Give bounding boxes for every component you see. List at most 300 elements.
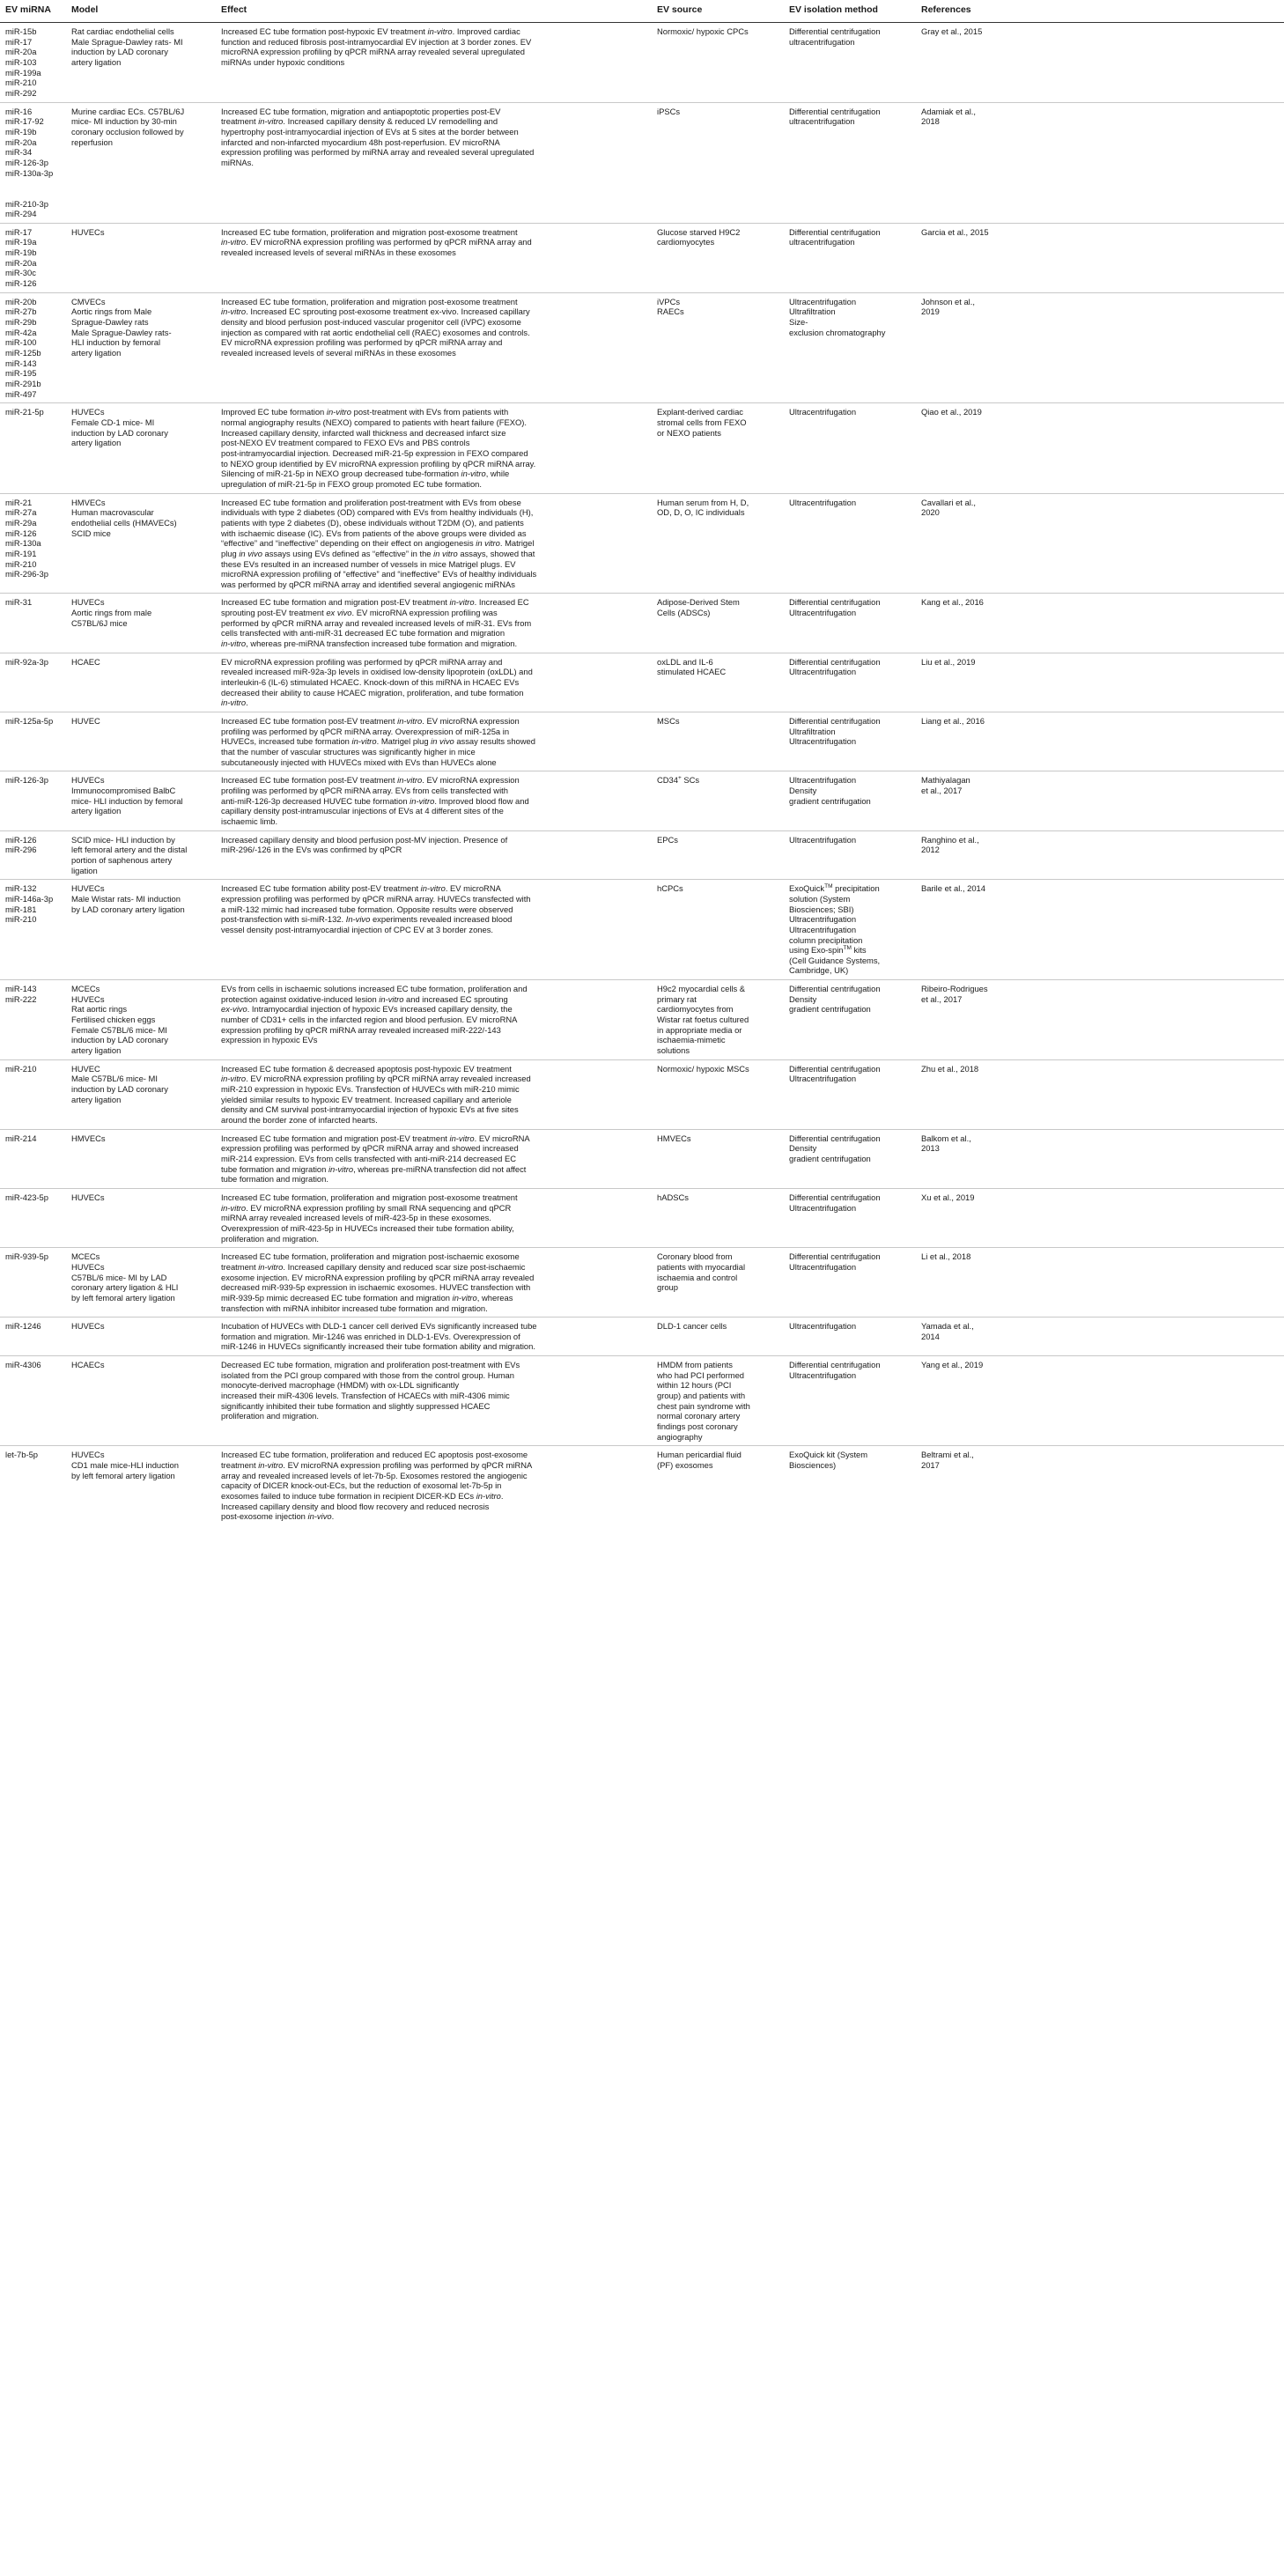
cell-isolation-method-line: Ultracentrifugation [789, 296, 857, 306]
cell-isolation-method-line: Differential centrifugation [789, 656, 881, 667]
cell-isolation-method-line: Size- [789, 317, 808, 328]
cell-isolation-method [784, 223, 916, 292]
cell-ev-source-line: CD34+ SCs [657, 775, 700, 786]
cell-ev-source-line: cardiomyocytes from [657, 1004, 734, 1015]
cell-model-line: HMVECs [71, 1133, 106, 1143]
italic-term: In-vivo [345, 914, 371, 925]
cell-reference [916, 712, 1284, 771]
cell-ev-source-line: Cells (ADSCs) [657, 608, 711, 618]
effect-line: Increased EC tube formation post-hypoxic EV treatment in-vitro. Improved cardiac [221, 26, 520, 37]
cell-ev-source [652, 223, 784, 292]
cell-reference-line: Johnson et al., [921, 296, 975, 306]
cell-ev-source-line: ischaemia and control [657, 1272, 738, 1282]
cell-isolation-method-line: Ultrafiltration [789, 726, 836, 736]
cell-isolation-method [784, 712, 916, 771]
cell-ev-mirna-line: miR-210 [5, 1063, 37, 1074]
table-row [0, 1129, 1284, 1188]
effect-line: performed by qPCR miRNA array and revealed increased levels of miR-31. EVs from [221, 617, 532, 628]
cell-model [66, 1129, 216, 1188]
cell-ev-mirna-line: miR-143 [5, 984, 37, 994]
cell-ev-mirna-line: miR-497 [5, 388, 37, 399]
italic-term: in-vitro [351, 736, 377, 747]
effect-line: with ischaemic disease (IC). EVs from patients of the above groups were divided as [221, 528, 527, 538]
cell-reference [916, 493, 1284, 594]
cell-ev-source [652, 1188, 784, 1247]
cell-model-line: induction by LAD coronary [71, 427, 168, 438]
cell-isolation-method [784, 493, 916, 594]
table-row [0, 493, 1284, 594]
effect-line: cells transfected with anti-miR-31 decreased EC tube formation and migration [221, 628, 505, 638]
italic-term: in-vitro [452, 1292, 477, 1303]
cell-ev-mirna-line: miR-27a [5, 507, 37, 518]
cell-ev-mirna-line [5, 188, 61, 199]
effect-line: subcutaneously injected with HUVECs mixed with EVs than HUVECs alone [221, 757, 497, 767]
italic-term: in-vitro [326, 407, 351, 417]
cell-ev-source-line: cardiomyocytes [657, 237, 715, 247]
effect-line: EVs from cells in ischaemic solutions increased EC tube formation, proliferation and [221, 984, 528, 994]
cell-isolation-method [784, 830, 916, 880]
effect-line: microRNA expression profiling by qPCR miRNA array revealed several upregulated [221, 47, 525, 57]
italic-term: in-vitro [221, 237, 247, 247]
cell-reference-line: et al., 2017 [921, 785, 963, 795]
cell-ev-mirna [0, 1188, 66, 1247]
cell-model-line: by left femoral artery ligation [71, 1292, 175, 1303]
cell-isolation-method-line: Differential centrifugation [789, 26, 881, 37]
italic-term: in-vitro [221, 1202, 247, 1213]
effect-line: around the border zone of infarcted hearts. [221, 1115, 378, 1126]
cell-model [66, 594, 216, 653]
cell-ev-source-line: H9c2 myocardial cells & [657, 984, 746, 994]
italic-term: in vivo [431, 736, 454, 747]
effect-line: monocyte-derived macrophage (HMDM) with ox-LDL significantly [221, 1380, 460, 1391]
cell-ev-source-line: stromal cells from FEXO [657, 417, 747, 427]
cell-reference [916, 403, 1284, 493]
cell-ev-source-line: DLD-1 cancer cells [657, 1321, 727, 1332]
cell-reference-line: Zhu et al., 2018 [921, 1063, 979, 1074]
cell-effect [216, 223, 652, 292]
effect-line: ex-vivo. Intramyocardial injection of hypoxic EVs increased capillary density, the [221, 1004, 513, 1015]
effect-line: EV microRNA expression profiling was performed by qPCR miRNA array and [221, 337, 503, 348]
cell-model-line: artery ligation [71, 56, 122, 67]
header-row [0, 0, 1284, 23]
cell-ev-source [652, 712, 784, 771]
superscript-plus: + [677, 775, 682, 782]
cell-model [66, 980, 216, 1060]
cell-ev-source-line: findings post coronary [657, 1421, 738, 1432]
cell-ev-mirna-line: miR-31 [5, 597, 33, 608]
cell-ev-mirna-line: miR-423-5p [5, 1192, 48, 1202]
effect-line: Decreased EC tube formation, migration and proliferation post-treatment with EVs [221, 1360, 520, 1370]
effect-line: miR-296/-126 in the EVs was confirmed by qPCR [221, 845, 402, 855]
cell-model-line: Male Sprague-Dawley rats- [71, 327, 172, 337]
effect-line: exosomes failed to induce tube formation in recipient DICER-KD ECs in-vitro. [221, 1491, 504, 1502]
cell-ev-mirna-line: miR-42a [5, 327, 37, 337]
cell-ev-source-line: OD, D, O, IC individuals [657, 507, 745, 518]
cell-ev-source-line: Wistar rat foetus cultured [657, 1015, 749, 1025]
cell-model-line: endothelial cells (HMAVECs) [71, 517, 177, 528]
cell-reference-line: Ribeiro-Rodrigues [921, 984, 988, 994]
cell-reference-line: Balkom et al., [921, 1133, 971, 1143]
effect-line: decreased miR-939-5p expression in ischaemic exosomes. HUVEC transfection with [221, 1282, 531, 1293]
italic-term: in-vitro [221, 1074, 247, 1084]
cell-ev-source [652, 1129, 784, 1188]
cell-model-line: artery ligation [71, 348, 122, 358]
cell-ev-mirna-line: miR-29a [5, 517, 37, 528]
cell-ev-mirna-line: miR-19b [5, 247, 37, 258]
cell-ev-mirna [0, 223, 66, 292]
cell-isolation-method-line: Density [789, 785, 817, 795]
cell-reference-line: Gray et al., 2015 [921, 26, 983, 37]
effect-line: was performed by qPCR miRNA array and identified several angiogenic miRNAs [221, 579, 515, 589]
effect-line: transfection with miRNA inhibitor increased tube formation and migration. [221, 1303, 488, 1313]
italic-term: in-vitro [476, 1491, 501, 1502]
cell-model [66, 493, 216, 594]
cell-ev-source-line: ischaemia-mimetic [657, 1035, 726, 1045]
cell-ev-mirna [0, 1129, 66, 1188]
cell-reference [916, 1248, 1284, 1318]
cell-ev-mirna-line: miR-20b [5, 296, 37, 306]
cell-model-line: mice- MI induction by 30-min [71, 116, 177, 127]
cell-ev-mirna-line: miR-191 [5, 548, 37, 558]
cell-model-line: Male C57BL/6 mice- MI [71, 1074, 158, 1084]
cell-ev-source [652, 102, 784, 223]
cell-isolation-method [784, 1188, 916, 1247]
cell-model-line: Female C57BL/6 mice- MI [71, 1024, 167, 1035]
cell-model-line: C57BL/6 mice- MI by LAD [71, 1272, 167, 1282]
cell-model [66, 771, 216, 830]
cell-isolation-method-line: Differential centrifugation [789, 597, 881, 608]
cell-model-line: SCID mice- HLI induction by [71, 834, 175, 845]
cell-ev-mirna-line: miR-21 [5, 497, 33, 507]
effect-line: capacity of DICER knock-out-ECs, but the reduction of exosomal let-7b-5p in [221, 1480, 502, 1491]
col-header-ev-source: EV source [652, 0, 784, 23]
cell-ev-mirna-line: miR-92a-3p [5, 656, 48, 667]
cell-ev-source-line: Human pericardial fluid [657, 1450, 742, 1460]
effect-line: Silencing of miR-21-5p in NEXO group decreased tube-formation in-vitro, while [221, 469, 510, 479]
cell-reference-line: Cavallari et al., [921, 497, 977, 507]
cell-model [66, 880, 216, 980]
effect-line: density and CM survival post-intramyocardial injection of hypoxic EVs at five sites [221, 1104, 519, 1115]
cell-model-line: Human macrovascular [71, 507, 154, 518]
cell-ev-source [652, 771, 784, 830]
table-row [0, 292, 1284, 403]
cell-model-line: artery ligation [71, 1094, 122, 1104]
effect-line: ischaemic limb. [221, 816, 278, 826]
cell-ev-mirna [0, 771, 66, 830]
cell-effect [216, 771, 652, 830]
cell-ev-mirna-line: miR-27b [5, 306, 37, 317]
cell-effect [216, 1129, 652, 1188]
cell-ev-source-line: EPCs [657, 834, 678, 845]
table-row [0, 980, 1284, 1060]
cell-isolation-method [784, 653, 916, 712]
cell-model-line: HUVECs [71, 226, 105, 237]
effect-line: expression profiling was performed by miRNA array and revealed several upregulated [221, 147, 535, 158]
cell-reference [916, 223, 1284, 292]
cell-ev-mirna-line: miR-294 [5, 209, 37, 219]
cell-model-line: HUVECs [71, 597, 105, 608]
cell-model-line: HUVECs [71, 775, 105, 786]
cell-model-line: Rat aortic rings [71, 1004, 128, 1015]
effect-line: in-vitro. EV microRNA expression profiling was performed by qPCR miRNA array and [221, 237, 532, 247]
effect-line: infarcted and non-infarcted myocardium 48h post-reperfusion. EV microRNA [221, 137, 500, 147]
cell-isolation-method-line: ultracentrifugation [789, 36, 855, 47]
cell-effect [216, 403, 652, 493]
cell-model-line: CMVECs [71, 296, 106, 306]
cell-effect [216, 1059, 652, 1129]
cell-ev-source-line: iVPCs [657, 296, 681, 306]
effect-line: array and revealed increased levels of let-7b-5p. Exosomes restored the angiogenic [221, 1470, 528, 1480]
cell-model-line: SCID mice [71, 528, 111, 538]
cell-ev-mirna [0, 493, 66, 594]
cell-ev-mirna [0, 653, 66, 712]
cell-model-line: MCECs [71, 1251, 100, 1262]
cell-effect [216, 102, 652, 223]
effect-line: profiling was performed by qPCR miRNA array. Overexpression of miR-125a in [221, 726, 510, 736]
col-header-references: References [916, 0, 1284, 23]
cell-ev-mirna-line: miR-17 [5, 226, 33, 237]
cell-model [66, 1188, 216, 1247]
cell-model-line: induction by LAD coronary [71, 47, 168, 57]
cell-ev-source-line: group [657, 1282, 678, 1293]
cell-ev-source-line: angiography [657, 1431, 703, 1442]
cell-ev-mirna-line: miR-126 [5, 278, 37, 289]
cell-model-line: HUVECs [71, 407, 105, 417]
cell-reference [916, 1318, 1284, 1356]
cell-ev-mirna-line: miR-132 [5, 883, 37, 894]
cell-ev-mirna [0, 1446, 66, 1525]
effect-line: protection against oxidative-induced lesion in-vitro and increased EC sprouting [221, 993, 508, 1004]
cell-isolation-method-line: Differential centrifugation [789, 1192, 881, 1202]
italic-term: in-vitro [258, 1261, 284, 1272]
cell-reference [916, 1129, 1284, 1188]
cell-ev-mirna-line: let-7b-5p [5, 1450, 39, 1460]
cell-reference [916, 980, 1284, 1060]
cell-reference-line: 2018 [921, 116, 940, 127]
cell-reference-line: et al., 2017 [921, 993, 963, 1004]
effect-line: hypertrophy post-intramyocardial injection of EVs at 5 sites at the border between [221, 126, 519, 137]
cell-model-line: artery ligation [71, 438, 122, 448]
cell-model [66, 23, 216, 103]
italic-term: in-vitro [258, 1460, 284, 1471]
italic-term: in-vitro [420, 883, 446, 894]
effect-line: profiling was performed by qPCR miRNA array. EVs from cells transfected with [221, 785, 508, 795]
cell-isolation-method [784, 1356, 916, 1446]
effect-line: anti-miR-126-3p decreased HUVEC tube formation in-vitro. Improved blood flow and [221, 795, 529, 806]
table-row [0, 403, 1284, 493]
cell-model [66, 712, 216, 771]
effect-line: miR-214 expression. EVs from cells transfected with anti-miR-214 decreased EC [221, 1153, 517, 1163]
italic-term: in-vitro [221, 306, 247, 317]
cell-isolation-method-line: Ultracentrifugation [789, 1202, 857, 1213]
cell-model-line: HCAEC [71, 656, 100, 667]
cell-ev-source-line: Coronary blood from [657, 1251, 733, 1262]
cell-model-line: Aortic rings from male [71, 608, 152, 618]
cell-effect [216, 980, 652, 1060]
cell-ev-mirna [0, 712, 66, 771]
cell-ev-mirna-line: miR-130a-3p [5, 167, 54, 178]
cell-ev-source-line: or NEXO patients [657, 427, 721, 438]
effect-line: interleukin-6 (IL-6) stimulated HCAEC. Knock-down of this miRNA in HCAEC EVs [221, 677, 520, 688]
cell-isolation-method-line: solution (System [789, 893, 851, 904]
cell-model-line: HMVECs [71, 497, 106, 507]
cell-reference-line: Adamiak et al., [921, 106, 977, 116]
cell-ev-mirna-line: miR-210-3p [5, 198, 48, 209]
cell-isolation-method-line: Ultracentrifugation [789, 608, 857, 618]
cell-ev-source-line: who had PCI performed [657, 1369, 745, 1380]
cell-reference-line: Li et al., 2018 [921, 1251, 971, 1262]
cell-ev-mirna-line: miR-210 [5, 558, 37, 569]
cell-isolation-method [784, 1129, 916, 1188]
cell-isolation-method-line: Differential centrifugation [789, 984, 881, 994]
table-row [0, 1248, 1284, 1318]
cell-effect [216, 493, 652, 594]
cell-isolation-method-line: ExoQuick™ precipitation [789, 883, 880, 894]
cell-ev-mirna [0, 880, 66, 980]
cell-model-line: Aortic rings from Male [71, 306, 152, 317]
cell-reference [916, 1356, 1284, 1446]
cell-isolation-method [784, 980, 916, 1060]
cell-ev-mirna [0, 23, 66, 103]
cell-model-line: portion of saphenous artery [71, 854, 173, 865]
cell-isolation-method [784, 1318, 916, 1356]
cell-effect [216, 880, 652, 980]
effect-line: density and blood perfusion post-induced vascular progenitor cell (iVPC) exosome [221, 317, 521, 328]
cell-ev-source-line: oxLDL and IL-6 [657, 656, 713, 667]
table-row [0, 1188, 1284, 1247]
cell-model-line: Male Sprague-Dawley rats- MI [71, 36, 183, 47]
cell-model-line: coronary artery ligation & HLI [71, 1282, 179, 1293]
effect-line: Overexpression of miR-423-5p in HUVECs increased their tube formation ability, [221, 1222, 514, 1233]
cell-isolation-method-line: Differential centrifugation [789, 1133, 881, 1143]
cell-ev-mirna [0, 1059, 66, 1129]
cell-reference [916, 830, 1284, 880]
effect-line: expression profiling was performed by qPCR miRNA array and showed increased [221, 1143, 519, 1154]
cell-effect [216, 1248, 652, 1318]
effect-line: post-exosome injection in-vivo. [221, 1511, 335, 1522]
cell-ev-mirna [0, 403, 66, 493]
col-header-model: Model [66, 0, 216, 23]
cell-reference [916, 102, 1284, 223]
effect-line: significantly inhibited their tube formation and slightly suppressed HCAEC [221, 1400, 491, 1411]
cell-reference-line: Mathiyalagan [921, 775, 970, 786]
cell-ev-mirna-line: miR-143 [5, 358, 37, 368]
cell-ev-mirna-line: miR-20a [5, 137, 37, 147]
effect-line: “effective” and “ineffective” depending on their effect on angiogenesis in vitro. Matrigel [221, 538, 535, 549]
cell-reference [916, 23, 1284, 103]
cell-model-line: Sprague-Dawley rats [71, 317, 149, 328]
italic-term: in-vitro [221, 698, 247, 708]
cell-isolation-method-line: Cambridge, UK) [789, 965, 849, 976]
cell-ev-mirna-line: miR-296-3p [5, 569, 48, 579]
italic-term: in-vitro [221, 638, 247, 649]
cell-effect [216, 1188, 652, 1247]
effect-line: isolated from the PCI group compared with those from the control group. Human [221, 1369, 514, 1380]
cell-model [66, 1446, 216, 1525]
table-row [0, 102, 1284, 223]
effect-line: function and reduced fibrosis post-intramyocardial EV injection at 3 border zones. EV [221, 36, 532, 47]
effect-line: Increased EC tube formation and migration post-EV treatment in-vitro. EV microRNA [221, 1133, 530, 1143]
italic-term: in vitro [433, 548, 458, 558]
cell-ev-source-line: (PF) exosomes [657, 1460, 713, 1471]
effect-line: microRNA expression profiling of “effective” and “ineffective” EVs of healthy individuals [221, 569, 537, 579]
cell-isolation-method [784, 771, 916, 830]
cell-ev-source-line: in appropriate media or [657, 1024, 742, 1035]
effect-line: decreased their ability to cause HCAEC migration, proliferation, and tube formation [221, 687, 524, 698]
table-body [0, 23, 1284, 1525]
cell-reference-line: Ranghino et al., [921, 834, 979, 845]
cell-isolation-method-line: Biosciences) [789, 1460, 837, 1471]
cell-isolation-method-line: Density [789, 1143, 817, 1154]
cell-model-line: Murine cardiac ECs. C57BL/6J [71, 106, 185, 116]
cell-reference-line: Yang et al., 2019 [921, 1360, 984, 1370]
col-header-isolation-method: EV isolation method [784, 0, 916, 23]
cell-model-line: HUVECs [71, 1321, 105, 1332]
italic-term: in-vitro [410, 795, 435, 806]
effect-line: in-vitro. [221, 698, 248, 708]
cell-reference-line: Xu et al., 2019 [921, 1192, 975, 1202]
italic-term: in-vitro [397, 775, 423, 786]
cell-reference [916, 292, 1284, 403]
cell-model [66, 102, 216, 223]
cell-model-line: HUVEC [71, 1063, 100, 1074]
cell-isolation-method-line: column precipitation [789, 934, 863, 945]
cell-ev-source-line: normal coronary artery [657, 1411, 741, 1421]
cell-model-line: MCECs [71, 984, 100, 994]
cell-model [66, 830, 216, 880]
cell-ev-source [652, 23, 784, 103]
cell-ev-source-line: RAECs [657, 306, 684, 317]
cell-isolation-method-line: Ultracentrifugation [789, 736, 857, 747]
cell-reference [916, 880, 1284, 980]
cell-effect [216, 23, 652, 103]
cell-isolation-method [784, 594, 916, 653]
cell-model [66, 1059, 216, 1129]
effect-line: Increased capillary density, infarcted wall thickness and decreased infarct size [221, 427, 506, 438]
effect-line: Increased capillary density and blood flow recovery and reduced necrosis [221, 1501, 490, 1511]
cell-reference-line: Barile et al., 2014 [921, 883, 985, 894]
cell-isolation-method-line: Ultracentrifugation [789, 924, 857, 934]
cell-ev-mirna-line: miR-939-5p [5, 1251, 48, 1262]
cell-model-line: HLI induction by femoral [71, 337, 161, 348]
effect-line: yielded similar results to hypoxic EV treatment. Increased capillary and arteriole [221, 1094, 512, 1104]
effect-line: miRNAs under hypoxic conditions [221, 56, 345, 67]
effect-line: Increased capillary density and blood perfusion post-MV injection. Presence of [221, 834, 508, 845]
cell-ev-mirna-line: miR-214 [5, 1133, 37, 1143]
cell-ev-mirna-line: miR-296 [5, 845, 37, 855]
table-row [0, 830, 1284, 880]
effect-line: treatment in-vitro. EV microRNA expression profiling was performed by qPCR miRNA [221, 1460, 533, 1471]
cell-reference [916, 594, 1284, 653]
cell-isolation-method [784, 23, 916, 103]
col-header-ev-mirna: EV miRNA [0, 0, 66, 23]
cell-model-line: C57BL/6J mice [71, 617, 128, 628]
effect-line: in-vitro, whereas pre-miRNA transfection increased tube formation and migration. [221, 638, 518, 649]
effect-line: miRNA array revealed increased levels of miR-423-5p in these exosomes. [221, 1213, 491, 1223]
effect-line: number of CD31+ cells in the infarcted region and blood perfusion. EV microRNA [221, 1015, 518, 1025]
italic-term: in-vitro [449, 1133, 475, 1143]
table-row [0, 223, 1284, 292]
cell-model-line: HUVEC [71, 716, 100, 727]
trademark-mark: TM [824, 883, 833, 890]
effect-line: injection as compared with rat aortic endothelial cell (RAEC) exosomes and controls. [221, 327, 530, 337]
italic-term: in-vitro [449, 597, 475, 608]
table-row [0, 23, 1284, 103]
cell-ev-source [652, 594, 784, 653]
cell-model-line: left femoral artery and the distal [71, 845, 188, 855]
italic-term: ex-vivo [221, 1004, 247, 1015]
effect-line: revealed increased levels of several miRNAs in these exosomes [221, 348, 456, 358]
